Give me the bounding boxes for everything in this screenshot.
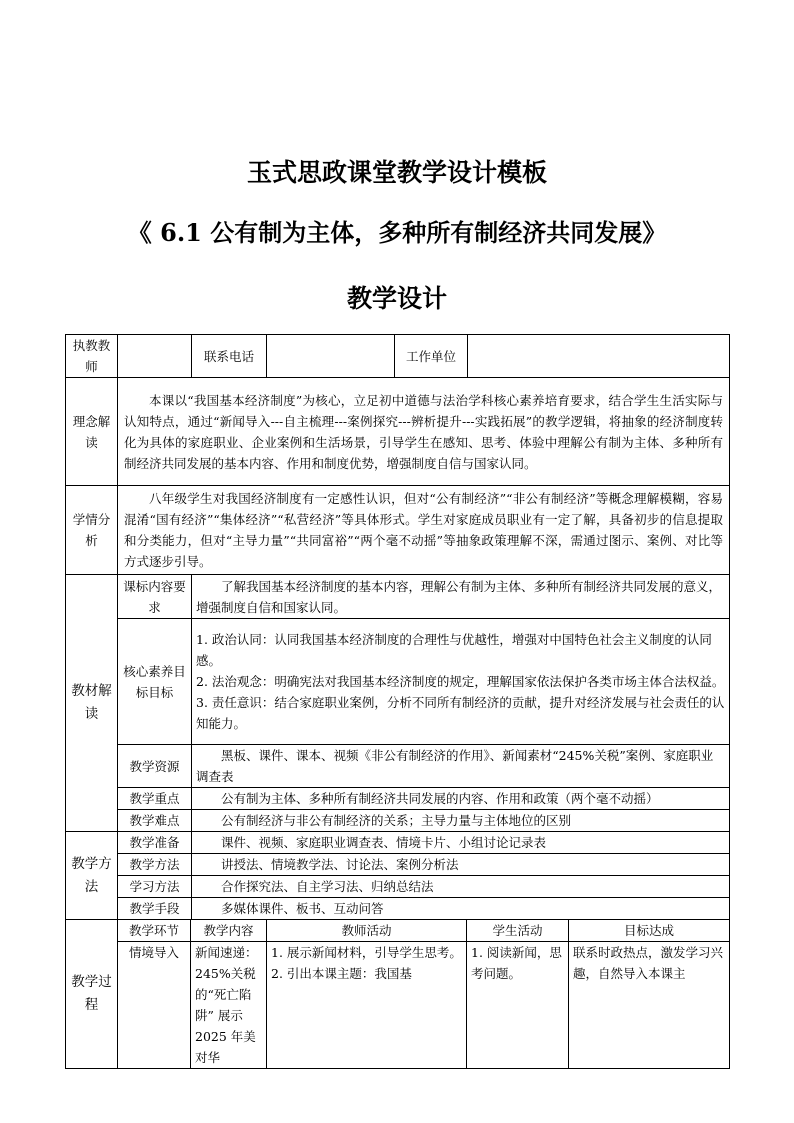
textbook-row — [66, 619, 730, 745]
standard-label: 课标内容要求 — [118, 575, 192, 619]
teach-method-text: 讲授法、情境教学法、讨论法、案例分析法 — [192, 854, 730, 876]
means-label: 教学手段 — [118, 898, 192, 920]
process-teacher-activity: 1. 展示新闻材料，引导学生思考。 2. 引出本课主题：我国基 — [267, 942, 467, 1069]
methods-row — [66, 854, 730, 876]
textbook-row — [66, 788, 730, 810]
literacy-goal-item: 3. 责任意识：结合家庭职业案例，分析不同所有制经济的贡献，提升对经济发展与社会责任的认知能力。 — [196, 695, 725, 731]
teach-method-label: 教学方法 — [118, 854, 192, 876]
textbook-row — [66, 575, 730, 619]
document-title: 玉式思政课堂教学设计模板 — [246, 158, 547, 187]
process-header: 学生活动 — [467, 920, 569, 942]
key-point-label: 教学重点 — [118, 788, 192, 810]
document-subtitle: 教学设计 — [346, 284, 447, 313]
literacy-goals-label: 核心素养目标目标 — [118, 619, 192, 745]
standard-text: 了解我国基本经济制度的基本内容，理解公有制为主体、多种所有制经济共同发展的意义，增强制度自信和国家认同。 — [192, 575, 730, 619]
lesson-plan-table — [65, 334, 730, 1069]
process-goal: 联系时政热点，激发学习兴趣，自然导入本课主 — [569, 942, 730, 1069]
textbook-row — [66, 810, 730, 832]
resources-label: 教学资源 — [118, 745, 192, 788]
prep-text: 课件、视频、家庭职业调查表、情境卡片、小组讨论记录表 — [192, 832, 730, 854]
methods-label: 教学方法 — [66, 832, 118, 920]
learn-method-label: 学习方法 — [118, 876, 192, 898]
methods-row — [66, 898, 730, 920]
literacy-goal-item: 2. 法治观念：明确宪法对我国基本经济制度的规定，理解国家依法保护各类市场主体合法权益。 — [196, 674, 725, 689]
difficulty-text: 公有制经济与非公有制经济的关系；主导力量与主体地位的区别 — [192, 810, 730, 832]
teacher-value[interactable] — [118, 335, 192, 378]
process-header-row — [66, 920, 730, 942]
methods-row — [66, 876, 730, 898]
phone-value[interactable] — [267, 335, 395, 378]
situation-label: 学情分析 — [66, 486, 118, 575]
means-text: 多媒体课件、板书、互动问答 — [192, 898, 730, 920]
unit-label: 工作单位 — [395, 335, 468, 378]
concept-row — [66, 378, 730, 486]
prep-label: 教学准备 — [118, 832, 192, 854]
textbook-label: 教材解读 — [66, 575, 118, 832]
phone-label: 联系电话 — [192, 335, 267, 378]
concept-label: 理念解读 — [66, 378, 118, 486]
literacy-goal-item: 1. 政治认同：认同我国基本经济制度的合理性与优越性，增强对中国特色社会主义制度的认同感。 — [196, 632, 712, 668]
process-header: 教学内容 — [191, 920, 267, 942]
situation-row — [66, 486, 730, 575]
lesson-title: 《 6.1 公有制为主体，多种所有制经济共同发展》 — [127, 218, 667, 247]
process-student-activity: 1. 阅读新闻，思考问题。 — [467, 942, 569, 1069]
resources-text: 黑板、课件、课本、视频《非公有制经济的作用》、新闻素材“245%关税”案例、家庭职业调查表 — [192, 745, 730, 788]
process-header: 教学环节 — [118, 920, 191, 942]
unit-value[interactable] — [468, 335, 730, 378]
difficulty-label: 教学难点 — [118, 810, 192, 832]
literacy-goals-list — [192, 619, 730, 745]
teacher-label: 执教教师 — [66, 335, 118, 378]
textbook-row — [66, 745, 730, 788]
learn-method-text: 合作探究法、自主学习法、归纳总结法 — [192, 876, 730, 898]
process-content: 新闻速递：245%关税的“死亡陷阱” 展示 2025 年美对华 — [191, 942, 267, 1069]
methods-row — [66, 832, 730, 854]
info-row — [66, 335, 730, 378]
process-label: 教学过程 — [66, 920, 118, 1069]
process-header: 教师活动 — [267, 920, 467, 942]
concept-text: 本课以“我国基本经济制度”为核心，立足初中道德与法治学科核心素养培育要求，结合学生生活实际与认知特点，通过“新闻导入---自主梳理---案例探究---辨析提升---实践拓展”的教学逻辑，将抽象的经济制度转化为具体的家庭职业、企业案例和生活场景，引导学生在感知、思考、体验中理解公有制为主体、多种所有制经济共同发展的基本内容、作用和制度优势，增强制度自信与国家认同。 — [118, 378, 730, 486]
process-stage: 情境导入 — [118, 942, 191, 1069]
process-header: 目标达成 — [569, 920, 730, 942]
key-point-text: 公有制为主体、多种所有制经济共同发展的内容、作用和政策（两个毫不动摇） — [192, 788, 730, 810]
process-row — [66, 942, 730, 1069]
situation-text: 八年级学生对我国经济制度有一定感性认识，但对“公有制经济”“非公有制经济”等概念理解模糊，容易混淆“国有经济”“集体经济”“私营经济”等具体形式。学生对家庭成员职业有一定了解，具备初步的信息提取和分类能力，但对“主导力量”“共同富裕”“两个毫不动摇”等抽象政策理解不深，需通过图示、案例、对比等方式逐步引导。 — [118, 486, 730, 575]
